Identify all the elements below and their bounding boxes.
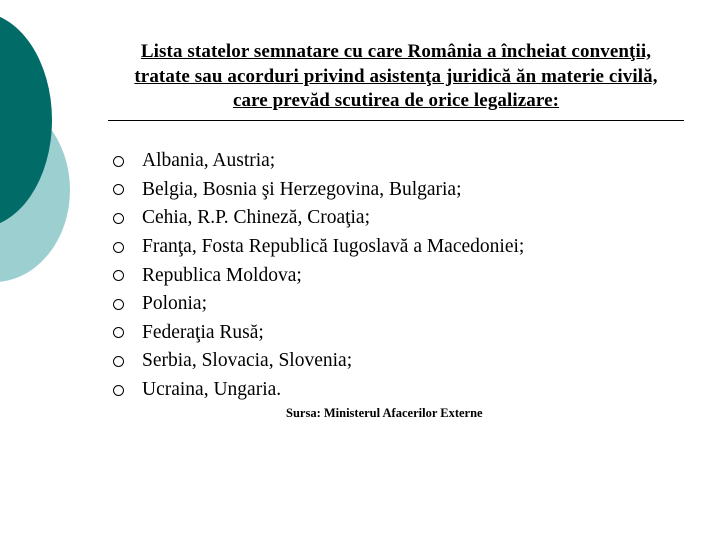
hollow-circle-bullet-icon [113,299,124,310]
list-item [113,147,524,176]
list-item [113,261,524,290]
hollow-circle-bullet-icon [113,156,124,167]
list-item-text: Franţa, Fosta Republică Iugoslavă a Macedoniei; [142,236,525,258]
list-item-text: Cehia, R.P. Chineză, Croaţia; [142,207,371,229]
title-line-3: care prevăd scutirea de orice legalizare: [232,90,560,111]
source-note: Sursa: Ministerul Afacerilor Externe [286,406,483,420]
country-list [113,147,524,404]
list-item-text: Ucraina, Ungaria. [142,379,282,401]
hollow-circle-bullet-icon [113,213,124,224]
list-item [113,204,524,233]
hollow-circle-bullet-icon [113,327,124,338]
hollow-circle-bullet-icon [113,356,124,367]
list-item-text: Belgia, Bosnia şi Herzegovina, Bulgaria; [142,178,462,200]
list-item-text: Republica Moldova; [142,264,302,286]
list-item-text: Polonia; [142,293,208,315]
title-divider [108,120,684,121]
title-line-2: tratate sau acorduri privind asistenţa juridică ăn materie civilă, [134,65,658,87]
hollow-circle-bullet-icon [113,385,124,396]
hollow-circle-bullet-icon [113,270,124,281]
list-item [113,233,524,262]
list-item [113,376,524,405]
hollow-circle-bullet-icon [113,242,124,253]
list-item-text: Federaţia Rusă; [142,321,264,343]
hollow-circle-bullet-icon [113,184,124,195]
slide-title [108,40,684,114]
title-line-1: Lista statelor semnatare cu care România a încheiat convenţii, [140,41,652,62]
list-item [113,319,524,348]
list-item [113,176,524,205]
list-item-text: Albania, Austria; [142,150,276,172]
list-item-text: Serbia, Slovacia, Slovenia; [142,350,353,372]
decorative-circles [0,0,100,300]
list-item [113,290,524,319]
list-item [113,347,524,376]
